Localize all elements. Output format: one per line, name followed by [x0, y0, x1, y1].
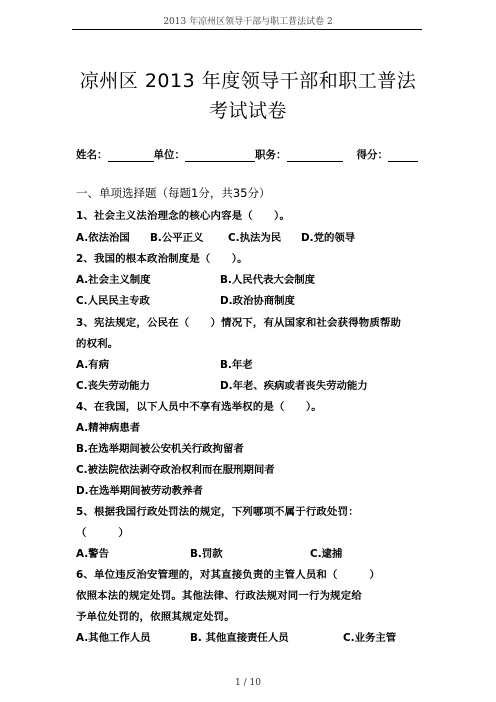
- q2-option-d[interactable]: D.政治协商制度: [220, 295, 295, 307]
- question-6: 6、单位违反治安管理的，对其直接负责的主管人员和（ ）: [76, 569, 380, 581]
- q1-option-d[interactable]: D.党的领导: [301, 232, 356, 244]
- question-4: 4、在我国，以下人员中不享有选举权的是（ ）。: [76, 401, 322, 413]
- header-rule: [72, 29, 422, 30]
- q6-option-a[interactable]: A.其他工作人员: [76, 632, 151, 644]
- question-5: 5、根据我国行政处罚法的规定，下列哪项不属于行政处罚：: [76, 506, 359, 518]
- page-subtitle: 考试试卷: [208, 100, 287, 122]
- question-3: 3、宪法规定，公民在（ ）情况下，有从国家和社会获得物质帮助: [76, 317, 402, 329]
- page-title: 凉州区 2013 年度领导干部和职工普法: [79, 70, 417, 92]
- q6-option-c[interactable]: C.业务主管: [343, 632, 397, 644]
- q1-option-a[interactable]: A.依法治国: [76, 232, 130, 244]
- score-label: 得分：: [356, 149, 388, 161]
- unit-label: 单位：: [153, 149, 185, 161]
- q5-option-c[interactable]: C.逮捕: [310, 548, 343, 560]
- question-6-cont2: 予单位处罚的，依照其规定处罚。: [76, 611, 235, 623]
- question-2: 2、我国的根本政治制度是（ ）。: [76, 253, 248, 265]
- q2-option-c[interactable]: C.人民民主专政: [76, 295, 150, 307]
- q5-option-b[interactable]: B.罚款: [190, 548, 223, 560]
- score-field[interactable]: [388, 150, 418, 162]
- q5-option-a[interactable]: A.警告: [76, 548, 109, 560]
- q6-option-b[interactable]: B. 其他直接责任人员: [190, 632, 289, 644]
- q2-option-a[interactable]: A.社会主义制度: [76, 274, 151, 286]
- question-1: 1、社会主义法治理念的核心内容是（ ）。: [76, 210, 291, 222]
- exam-info-row: [76, 147, 424, 161]
- q1-option-b[interactable]: B.公平正义: [150, 232, 204, 244]
- q3-option-a[interactable]: A.有病: [76, 359, 109, 371]
- running-header: 2013 年凉州区领导干部与职工普法试卷 2: [163, 17, 333, 27]
- position-field[interactable]: [287, 150, 343, 162]
- q4-option-b[interactable]: B.在选举期间被公安机关行政拘留者: [76, 443, 244, 455]
- q4-option-d[interactable]: D.在选举期间被劳动教养者: [76, 485, 203, 497]
- unit-field[interactable]: [185, 150, 255, 162]
- q1-option-c[interactable]: C.执法为民: [228, 232, 282, 244]
- q4-option-c[interactable]: C.被法院依法剥夺政治权利而在服刑期间者: [76, 464, 275, 476]
- q3-option-c[interactable]: C.丧失劳动能力: [76, 380, 150, 392]
- question-6-cont: 依照本法的规定处罚。其他法律、行政法规对同一行为规定给: [76, 590, 362, 602]
- q2-option-b[interactable]: B.人民代表大会制度: [220, 274, 315, 286]
- q4-option-a[interactable]: A.精神病患者: [76, 422, 141, 434]
- name-label: 姓名：: [76, 149, 108, 161]
- name-field[interactable]: [108, 150, 154, 162]
- question-3-cont: 的权利。: [76, 338, 119, 350]
- q3-option-d[interactable]: D.年老、疾病或者丧失劳动能力: [220, 380, 368, 392]
- page-number: 1 / 10: [235, 678, 261, 688]
- q3-option-b[interactable]: B.年老: [220, 359, 253, 371]
- position-label: 职务：: [255, 149, 287, 161]
- question-5-cont: （ ）: [76, 527, 129, 539]
- section-heading: 一、单项选择题（每题1分，共35分）: [76, 186, 271, 200]
